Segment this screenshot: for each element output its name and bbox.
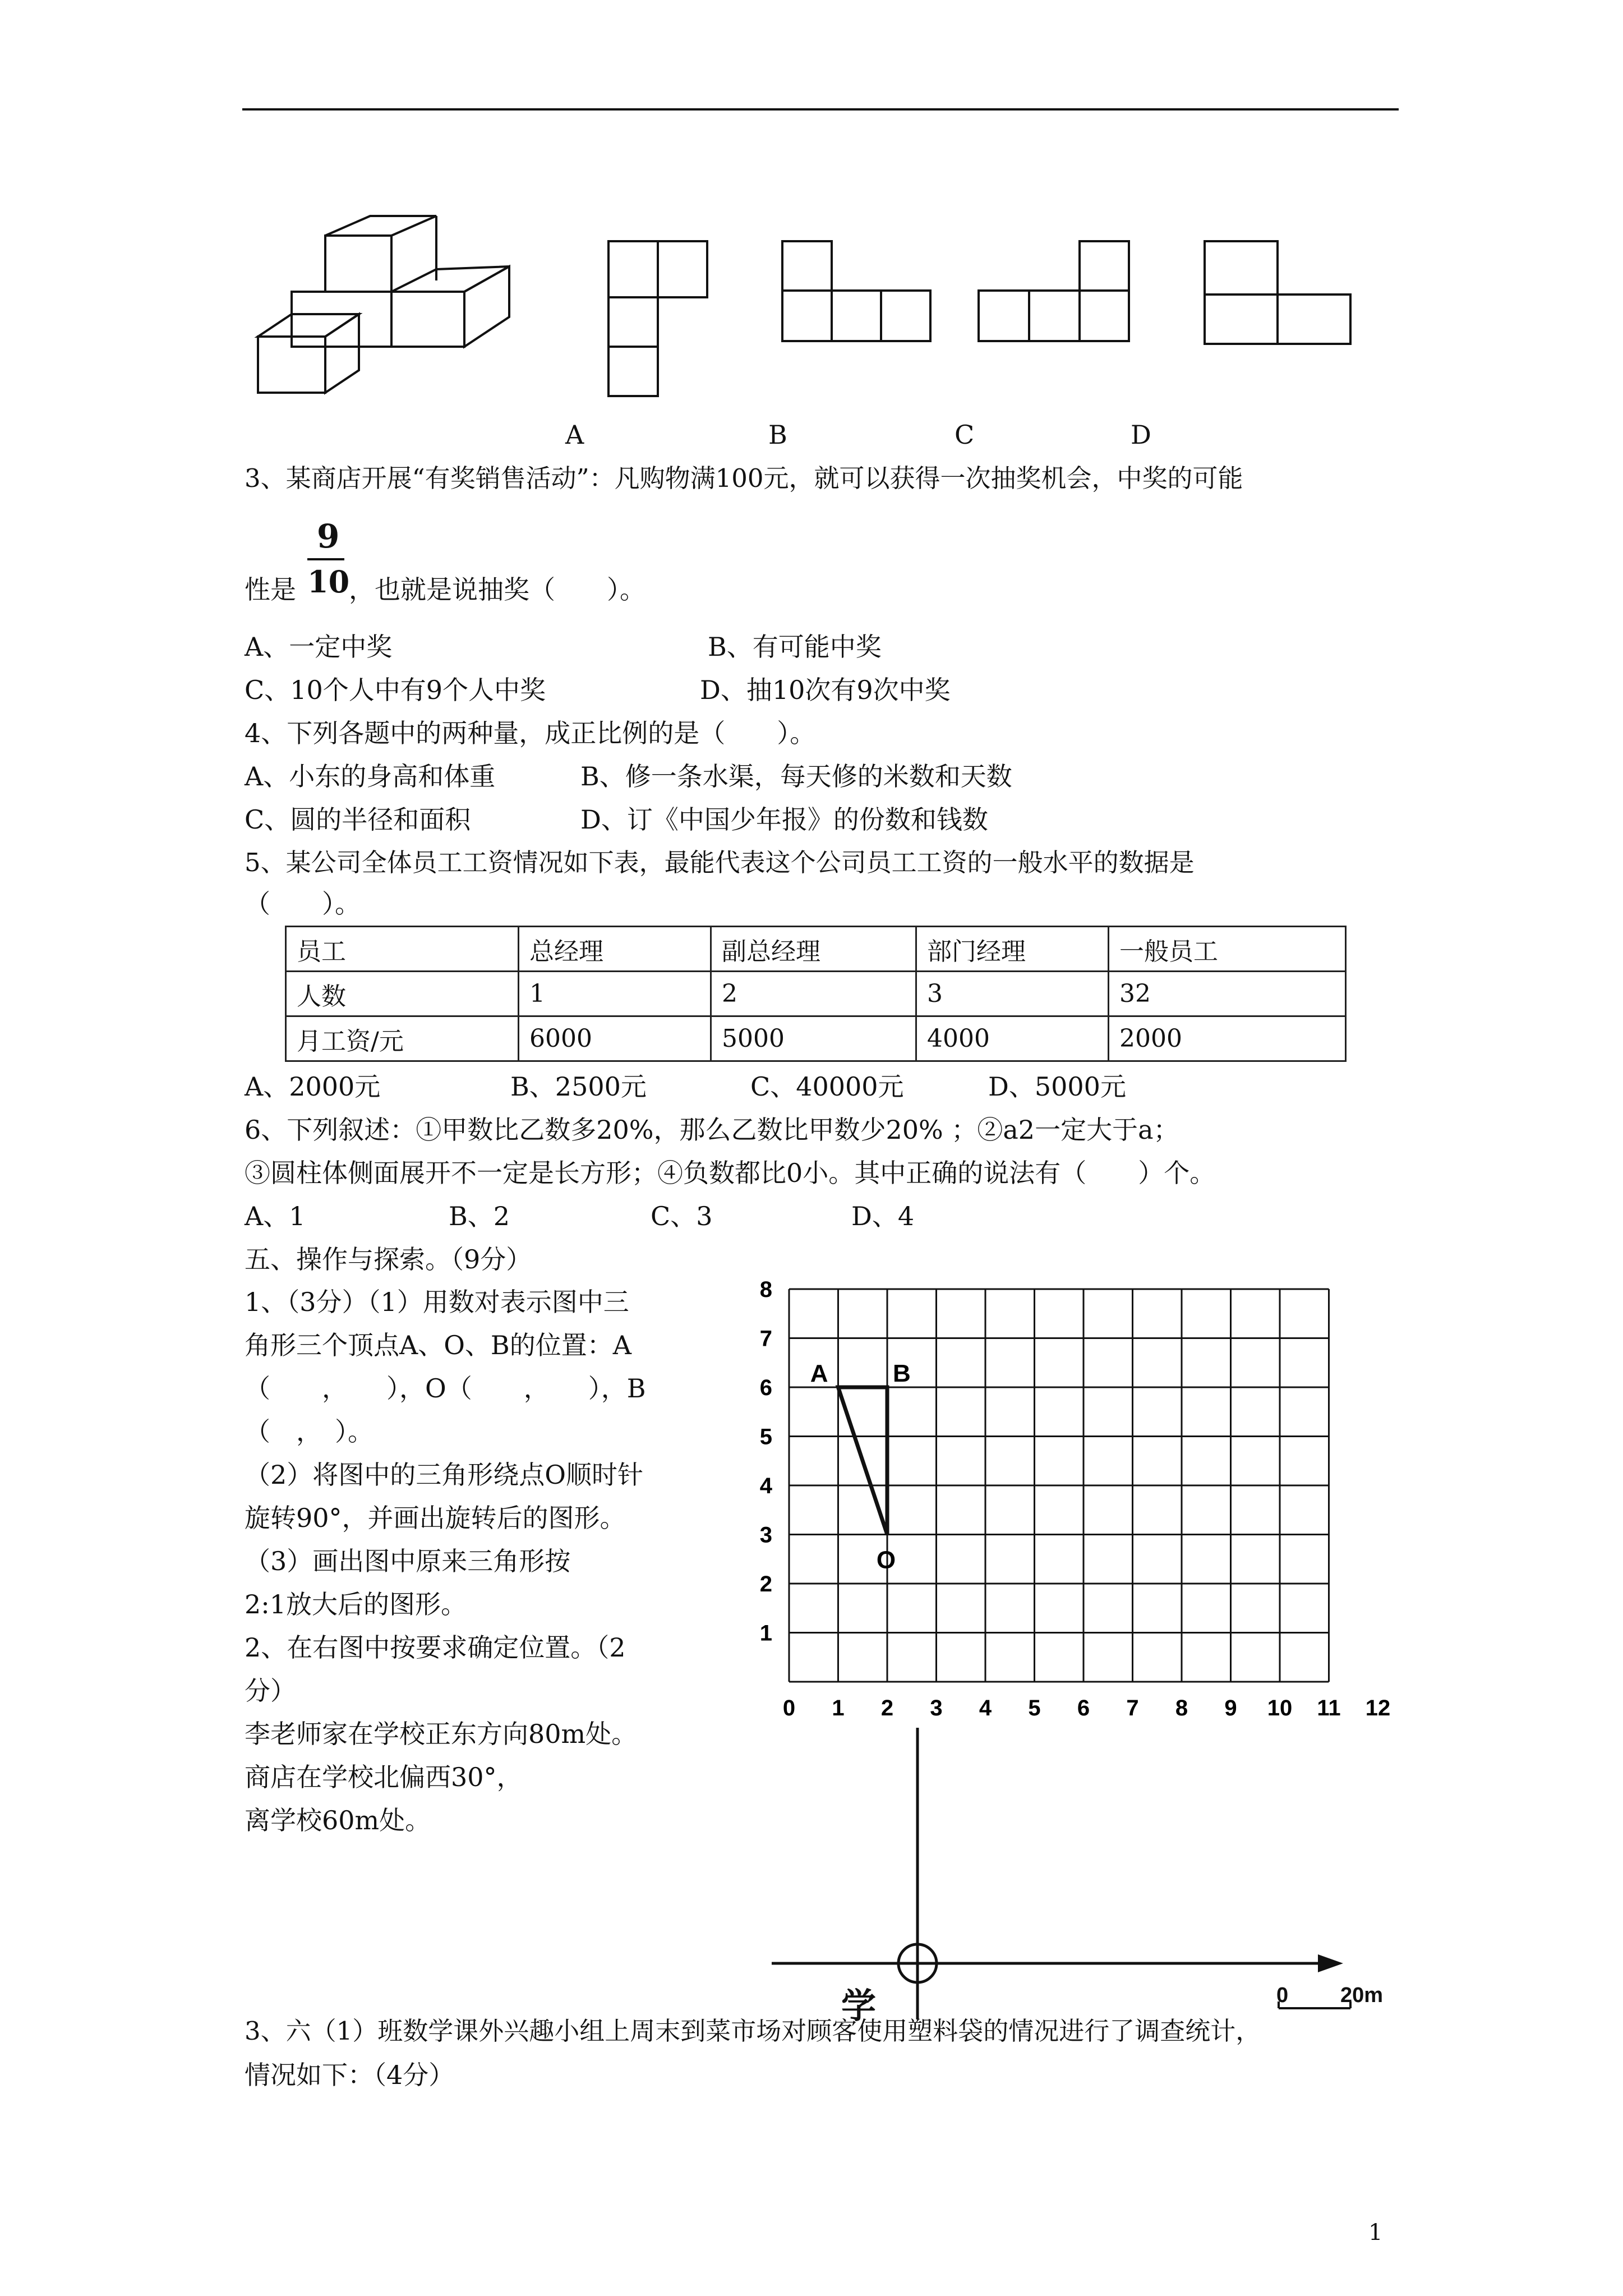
- x-tick-label: 1: [832, 1696, 845, 1720]
- q4-option-b: B、修一条水渠，每天修的米数和天数: [580, 761, 1012, 792]
- q5-option-a: A、2000元: [245, 1071, 381, 1102]
- table-cell: 32: [1109, 972, 1346, 1016]
- option-label-c: C: [955, 420, 975, 450]
- q5-option-b: B、2500元: [510, 1071, 647, 1102]
- section5-p1-line: 旋转90°，并画出旋转后的图形。: [245, 1503, 626, 1533]
- q4-option-d: D、订《中国少年报》的份数和钱数: [580, 804, 988, 835]
- q6-option-b: B、2: [449, 1201, 510, 1231]
- x-tick-label: 10: [1267, 1696, 1293, 1720]
- y-tick-label: 1: [759, 1621, 772, 1646]
- q3-option-d: D、抽10次有9次中奖: [700, 675, 951, 705]
- q5-option-d: D、5000元: [988, 1071, 1126, 1102]
- table-cell: 月工资/元: [286, 1016, 519, 1061]
- x-tick-label: 7: [1126, 1696, 1139, 1720]
- option-label-d: D: [1131, 420, 1151, 450]
- point-label-a: A: [810, 1360, 828, 1387]
- table-cell: 部门经理: [916, 927, 1109, 972]
- section5-p1-line: 1、（3分）（1）用数对表示图中三: [245, 1287, 629, 1317]
- q6-stem-line1: 6、下列叙述：①甲数比乙数多20%，那么乙数比甲数少20% ；②a2一定大于a；: [245, 1115, 1179, 1145]
- table-cell: 4000: [916, 1016, 1109, 1061]
- q3-survey-line1: 3、六（1）班数学课外兴趣小组上周末到菜市场对顾客使用塑料袋的情况进行了调查统计，: [245, 2016, 1261, 2046]
- x-tick-label: 2: [880, 1696, 894, 1720]
- table-cell: 2: [711, 972, 916, 1016]
- section5-p1-line: 2:1放大后的图形。: [245, 1589, 467, 1619]
- table-cell: 2000: [1109, 1016, 1346, 1061]
- east-arrow-icon: [1318, 1954, 1343, 1972]
- table-cell: 副总经理: [711, 927, 916, 972]
- y-tick-label: 2: [759, 1572, 772, 1596]
- q3-option-b: B、有可能中奖: [708, 632, 882, 662]
- table-cell: 员工: [286, 927, 519, 972]
- section5-p1-line: 角形三个顶点A、O、B的位置：A: [245, 1330, 631, 1360]
- section5-p1-line: （3）画出图中原来三角形按: [245, 1546, 571, 1576]
- x-tick-label: 6: [1077, 1696, 1090, 1720]
- y-tick-label: 7: [759, 1326, 772, 1351]
- q3-stem-line2-prefix: 性是: [245, 574, 296, 605]
- table-cell: 6000: [519, 1016, 711, 1061]
- section5-p1-line: （ ， ），O（ ， ），B: [245, 1373, 646, 1404]
- q5-stem-line1: 5、某公司全体员工工资情况如下表，最能代表这个公司员工工资的一般水平的数据是: [245, 848, 1195, 877]
- table-cell: 3: [916, 972, 1109, 1016]
- q6-option-d: D、4: [851, 1201, 915, 1231]
- q6-option-a: A、1: [245, 1201, 306, 1231]
- q4-option-c: C、圆的半径和面积: [245, 804, 471, 835]
- table-cell: 总经理: [519, 927, 711, 972]
- y-tick-label: 8: [759, 1277, 772, 1302]
- table-cell: 人数: [286, 972, 519, 1016]
- section5-heading: 五、操作与探索。（9分）: [245, 1244, 532, 1274]
- scale-distance-label: 20m: [1340, 1984, 1384, 2007]
- school-label: 学: [841, 1985, 877, 2026]
- x-tick-label: 3: [930, 1696, 943, 1720]
- x-tick-label: 9: [1224, 1696, 1237, 1720]
- q3-stem-line1: 3、某商店开展“有奖销售活动”：凡购物满100元，就可以获得一次抽奖机会，中奖的可能: [245, 463, 1243, 493]
- q3-fraction-numerator: 9: [317, 517, 340, 555]
- table-cell: 5000: [711, 1016, 916, 1061]
- section5-p2-line: 李老师家在学校正东方向80m处。: [245, 1719, 638, 1749]
- q4-stem: 4、下列各题中的两种量，成正比例的是（ ）。: [245, 718, 816, 748]
- table-cell: 一般员工: [1109, 927, 1346, 972]
- section5-p2-line: 分）: [245, 1676, 296, 1706]
- q3-survey-line2: 情况如下：（4分）: [245, 2060, 455, 2090]
- x-tick-label: 4: [979, 1696, 992, 1720]
- q3-fraction-denominator: 10: [307, 564, 350, 600]
- x-tick-label: 5: [1028, 1696, 1041, 1720]
- q4-option-a: A、小东的身高和体重: [245, 761, 496, 792]
- y-tick-label: 4: [759, 1474, 772, 1498]
- q6-stem-line2: ③圆柱体侧面展开不一定是长方形；④负数都比0小。其中正确的说法有（ ）个。: [245, 1158, 1216, 1188]
- option-label-b: B: [768, 420, 787, 450]
- scale-zero-label: 0: [1276, 1984, 1289, 2007]
- section5-p1-line: （ ， ）。: [245, 1416, 374, 1447]
- x-tick-label: 12: [1365, 1696, 1391, 1720]
- q3-option-a: A、一定中奖: [245, 632, 393, 662]
- y-tick-label: 5: [759, 1424, 772, 1450]
- q3-option-c: C、10个人中有9个人中奖: [245, 675, 546, 705]
- section5-p2-line: 2、在右图中按要求确定位置。（2: [245, 1632, 626, 1663]
- q6-option-c: C、3: [651, 1201, 713, 1231]
- x-tick-label: 11: [1317, 1696, 1341, 1720]
- option-label-a: A: [565, 420, 584, 450]
- x-tick-label: 8: [1175, 1696, 1188, 1720]
- x-tick-label: 0: [782, 1696, 796, 1720]
- point-label-b: B: [893, 1360, 911, 1387]
- section5-p1-line: （2）将图中的三角形绕点O顺时针: [245, 1460, 643, 1490]
- y-tick-label: 6: [759, 1375, 772, 1400]
- table-cell: 1: [519, 972, 711, 1016]
- q3-stem-line2-suffix: ，也就是说抽奖（ ）。: [349, 574, 645, 605]
- section5-p2-line: 离学校60m处。: [245, 1805, 431, 1835]
- y-tick-label: 3: [759, 1522, 772, 1548]
- page-number: 1: [1368, 2220, 1383, 2246]
- point-label-o: O: [876, 1546, 896, 1574]
- q5-stem-line2: （ ）。: [245, 889, 361, 919]
- q5-option-c: C、40000元: [750, 1071, 904, 1102]
- section5-p2-line: 商店在学校北偏西30°，: [245, 1762, 523, 1792]
